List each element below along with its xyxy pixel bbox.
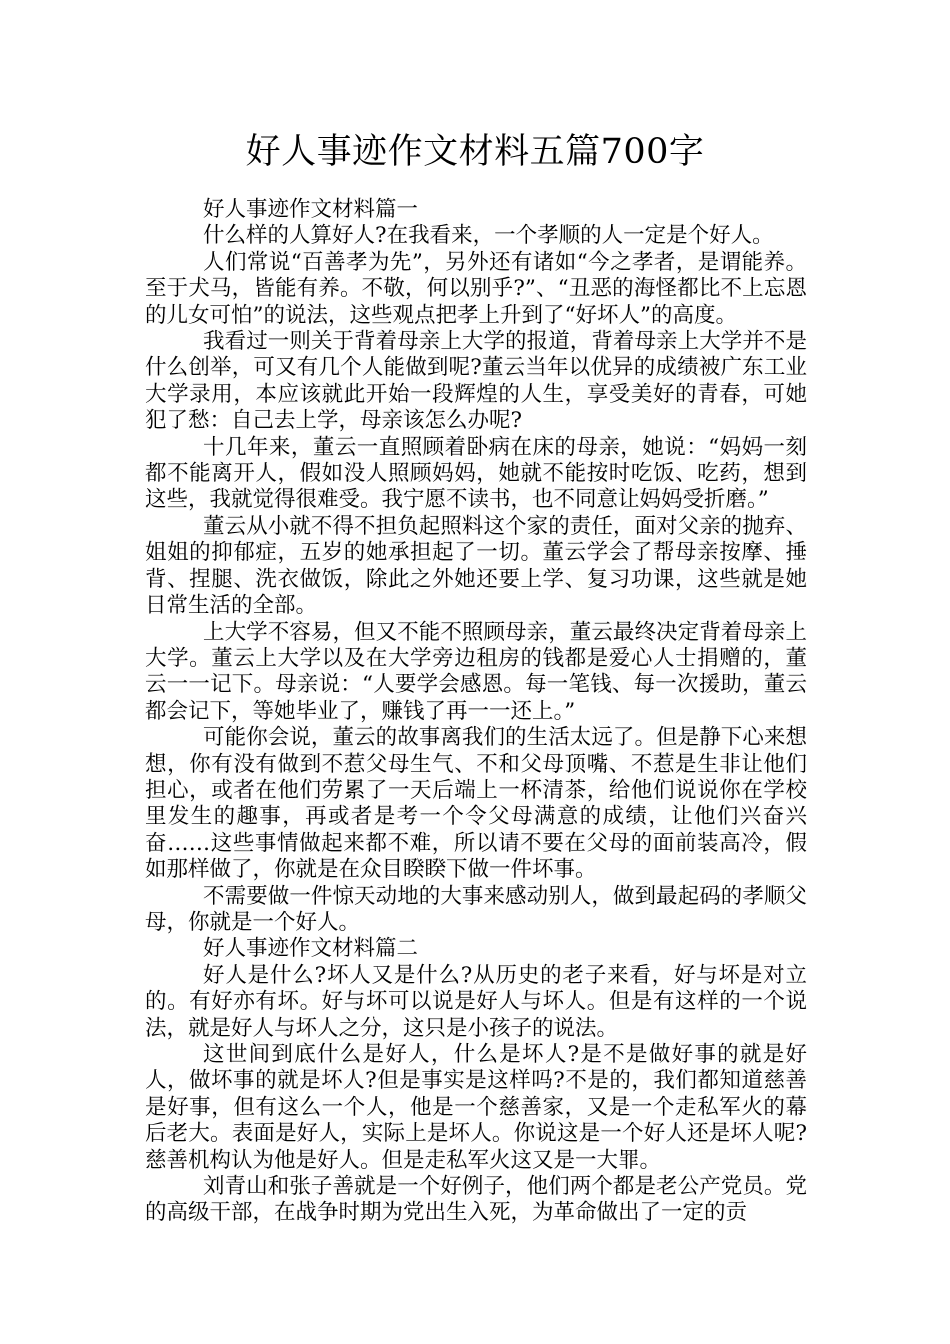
section-heading-2: 好人事迹作文材料篇二	[203, 936, 419, 962]
paragraph: 上大学不容易，但又不能不照顾母亲，董云最终决定背着母亲上大学。董云上大学以及在大学旁边租房的钱都是爱心人士捐赠的，董云一一记下。母亲说：“人要学会感恩。每一笔钱、每一次援助，董云都会记下，等她毕业了，赚钱了再一一还上。”	[145, 619, 807, 724]
document-body	[145, 197, 807, 1227]
paragraph: 可能你会说，董云的故事离我们的生活太远了。但是静下心来想想，你有没有做到不惹父母生气、不和父母顶嘴、不惹是生非让他们担心，或者在他们劳累了一天后端上一杯清茶，给他们说说你在学校里发生的趣事，再或者是考一个令父母满意的成绩，让他们兴奋兴奋……这些事情做起来都不难，所以请不要在父母的面前装高冷，假如那样做了，你就是在众目睽睽下做一件坏事。	[145, 725, 807, 883]
paragraph: 好人是什么?坏人又是什么?从历史的老子来看，好与坏是对立的。有好亦有坏。好与坏可以说是好人与坏人。但是有这样的一个说法，就是好人与坏人之分，这只是小孩子的说法。	[145, 962, 807, 1041]
paragraph: 人们常说“百善孝为先”，另外还有诸如“今之孝者，是谓能养。至于犬马，皆能有养。不敬，何以别乎?”、“丑恶的海怪都比不上忘恩的儿女可怕”的说法，这些观点把孝上升到了“好坏人”的高度。	[145, 249, 807, 328]
paragraph: 什么样的人算好人?在我看来，一个孝顺的人一定是个好人。	[203, 223, 774, 249]
paragraph: 刘青山和张子善就是一个好例子，他们两个都是老公产党员。党的高级干部，在战争时期为党出生入死，为革命做出了一定的贡	[145, 1174, 807, 1226]
paragraph: 这世间到底什么是好人，什么是坏人?是不是做好事的就是好人，做坏事的就是坏人?但是事实是这样吗?不是的，我们都知道慈善是好事，但有这么一个人，他是一个慈善家，又是一个走私军火的幕后老大。表面是好人，实际上是坏人。你说这是一个好人还是坏人呢?慈善机构认为他是好人。但是走私军火这又是一大罪。	[145, 1042, 807, 1173]
document-title: 好人事迹作文材料五篇700字	[245, 132, 705, 172]
paragraph: 不需要做一件惊天动地的大事来感动别人，做到最起码的孝顺父母，你就是一个好人。	[145, 883, 807, 935]
paragraph: 董云从小就不得不担负起照料这个家的责任，面对父亲的抛弃、姐姐的抑郁症，五岁的她承担起了一切。董云学会了帮母亲按摩、捶背、捏腿、洗衣做饭，除此之外她还要上学、复习功课，这些就是她日常生活的全部。	[145, 513, 807, 619]
paragraph: 我看过一则关于背着母亲上大学的报道，背着母亲上大学并不是什么创举，可又有几个人能做到呢?董云当年以优异的成绩被广东工业大学录用，本应该就此开始一段辉煌的人生，享受美好的青春，可她犯了愁：自己去上学，母亲该怎么办呢?	[145, 329, 807, 434]
section-heading-1: 好人事迹作文材料篇一	[203, 197, 419, 222]
paragraph: 十几年来，董云一直照顾着卧病在床的母亲，她说：“妈妈一刻都不能离开人，假如没人照顾妈妈，她就不能按时吃饭、吃药，想到这些，我就觉得很难受。我宁愿不读书，也不同意让妈妈受折磨。”	[145, 434, 807, 513]
